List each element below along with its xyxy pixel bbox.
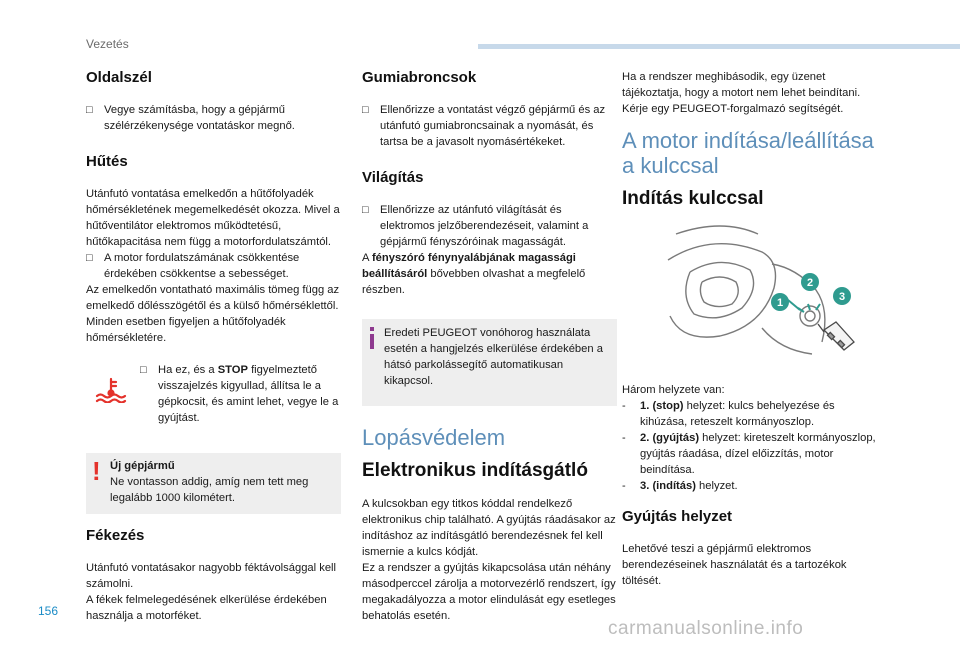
checkbox-bullet-icon: □ (362, 104, 369, 116)
page-number: 156 (38, 604, 59, 618)
column-3 (622, 56, 884, 589)
svg-text:2: 2 (806, 276, 814, 289)
header-bar (478, 44, 960, 49)
heading-elektronikus-inditasgatlo: Elektronikus indításgátló (362, 459, 588, 481)
info-note (362, 319, 617, 406)
vilagitas-bullet: □ Ellenőrizze az utánfutó világítását és elektromos jelzőberendezéseit, valamint a gépjármű fényszóróinak magasságát. (362, 204, 589, 248)
stop-warning-block (86, 362, 341, 438)
elektronikus-paragraph-1: A kulcsokban egy titkos kóddal rendelkező elektronikus chip található. A gyújtás ráadásakor az indításhoz az indításgátló berendezésnek fel kell ismernie a kulcs kódját. (362, 497, 616, 558)
info-text: Eredeti PEUGEOT vonóhorog használata esetén a hangjelzés elkerülése érdekében a hátsó parkolássegítő automatikusan kikapcsol. (384, 327, 603, 387)
svg-text:1: 1 (776, 296, 784, 309)
hutes-bullet: □ A motor fordulatszámának csökkentése érdekében csökkentse a sebességet. (86, 252, 300, 280)
heading-inditas-kulccsal: Indítás kulccsal (622, 187, 764, 209)
hutes-paragraph-3: Minden esetben figyeljen a hűtőfolyadék hőmérsékletére. (86, 316, 286, 344)
harom-helyzet-text: Három helyzete van: (622, 383, 725, 396)
col3-paragraph-2: Kérje egy PEUGEOT-forgalmazó segítségét. (622, 103, 844, 115)
hutes-paragraph-1: Utánfutó vontatása emelkedőn a hűtőfolyadék hőmérsékletének megemelkedését okozza. Mivel a hűtőventilátor elektromos működtetésű, hűtőkapacitása nem függ a motorfordulatszámtól. (86, 188, 340, 248)
vilagitas-paragraph: A fényszóró fénynyalábjának magassági beállításáról bővebben olvashat a megfelelő részben. (362, 252, 586, 296)
section-header: Vezetés (86, 37, 129, 51)
exclamation-icon: ! (92, 456, 101, 486)
warning-text: Ne vontasson addig, amíg nem tett meg legalább 1000 kilométert. (110, 476, 309, 504)
fekezes-paragraph-1: Utánfutó vontatásakor nagyobb féktávolsággal kell számolni. (86, 562, 337, 590)
checkbox-bullet-icon: □ (86, 252, 93, 264)
dash-bullet: - (622, 479, 626, 492)
position-2-item: - 2. (gyújtás) helyzet: kireteszelt kormányoszlop, gyújtás ráadása, dízel előizzítás, motor beindítása. (622, 431, 876, 476)
col3-paragraph-1: Ha a rendszer meghibásodik, egy üzenet tájékoztatja, hogy a motort nem lehet beindítani. (622, 71, 861, 99)
heading-lopasvedelem: Lopásvédelem (362, 425, 506, 450)
dash-bullet: - (622, 399, 626, 412)
position-1-item: - 1. (stop) helyzet: kulcs behelyezése és kihúzása, reteszelt kormányoszlop. (622, 399, 835, 428)
stop-bullet: □ Ha ez, és a STOP figyelmeztető visszajelzés kigyullad, állítsa le a gépkocsit, és amint lehet, vegye le a gyújtást. (140, 364, 339, 424)
warning-note (86, 453, 341, 514)
fekezes-paragraph-2: A fékek felmelegedésének elkerülése érdekében használja a motorféket. (86, 594, 327, 622)
heading-motor-inditasa: A motor indítása/leállítása a kulccsal (622, 128, 874, 178)
checkbox-bullet-icon: □ (362, 204, 369, 216)
heading-vilagitas: Világítás (362, 169, 424, 186)
dash-bullet: - (622, 431, 626, 444)
heading-oldalszel: Oldalszél (86, 69, 152, 86)
heading-hutes: Hűtés (86, 153, 128, 170)
gumi-bullet: □ Ellenőrizze a vontatást végző gépjármű és az utánfutó gumiabroncsainak a nyomását, és tartsa be a javasolt nyomásértékeket. (362, 104, 606, 148)
hutes-paragraph-2: Az emelkedőn vontatható maximális tömeg függ az emelkedő dőlésszögétől és a külső hőmérséklettől. (86, 284, 340, 312)
heading-gyujtas-helyzet: Gyújtás helyzet (622, 507, 733, 525)
column-2 (362, 56, 617, 624)
watermark: carmanualsonline.info (608, 618, 804, 639)
coolant-temperature-icon (94, 377, 128, 403)
warning-title: Új gépjármű (110, 460, 175, 472)
svg-text:3: 3 (838, 290, 846, 303)
info-icon (367, 327, 377, 349)
ignition-key-illustration (662, 224, 872, 366)
checkbox-bullet-icon: □ (86, 104, 93, 116)
elektronikus-paragraph-2: Ez a rendszer a gyújtás kikapcsolása után néhány másodperccel zárolja a motorvezérlő rendszert, így megakadályozza a motor elindulását egy esetleges behatolás esetén. (362, 561, 616, 622)
heading-gumiabroncsok: Gumiabroncsok (362, 69, 477, 86)
column-1 (86, 56, 341, 624)
position-3-item: - 3. (indítás) helyzet. (622, 479, 738, 492)
gyujtas-paragraph: Lehetővé teszi a gépjármű elektromos berendezéseinek használatát és a tartozékok töltését. (622, 542, 847, 587)
oldalszel-bullet: □ Vegye számításba, hogy a gépjármű szélérzékenysége vontatáskor megnő. (86, 104, 295, 132)
checkbox-bullet-icon: □ (140, 364, 147, 376)
heading-fekezes: Fékezés (86, 527, 145, 544)
